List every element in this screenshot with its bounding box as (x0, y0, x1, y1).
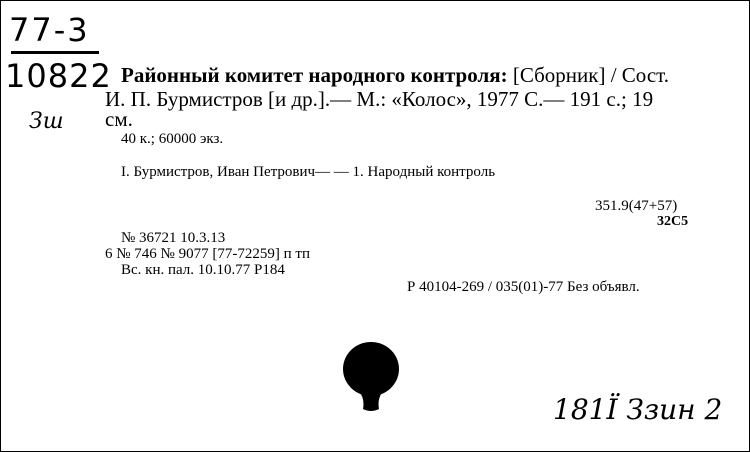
ink-blot (341, 339, 401, 415)
handwritten-underline (11, 51, 99, 54)
title-bold: Районный комитет народного контроля: (121, 63, 508, 87)
handwritten-inventory-number: 10822 (5, 57, 112, 95)
registration-line-4: Р 40104-269 / 035(01)-77 Без объявл. (407, 279, 640, 295)
registration-line-1: № 36721 10.3.13 (121, 230, 226, 246)
title-rest: [Сборник] / Сост. (507, 63, 669, 87)
title-line (121, 63, 669, 88)
registration-line-3: Вс. кн. пал. 10.10.77 Р184 (121, 262, 285, 278)
handwritten-bottom-note: 181Ї Ззин 2 (553, 393, 723, 426)
author-mark: 32С5 (657, 214, 689, 229)
handwritten-shelf-mark: 77-3 (9, 11, 90, 49)
imprint-line-continued: см. (105, 107, 133, 131)
classification-number: 351.9(47+57) (595, 198, 678, 214)
registration-line-2: 6 № 746 № 9077 [77-72259] п тп (105, 246, 310, 262)
handwritten-initials: Зш (29, 109, 64, 134)
tracings: I. Бурмистров, Иван Петрович— — 1. Народный контроль (121, 164, 496, 180)
price-run: 40 к.; 60000 экз. (121, 131, 224, 147)
imprint-line: И. П. Бурмистров [и др.].— М.: «Колос», 1977 С.— 191 с.; 19 (105, 87, 654, 111)
